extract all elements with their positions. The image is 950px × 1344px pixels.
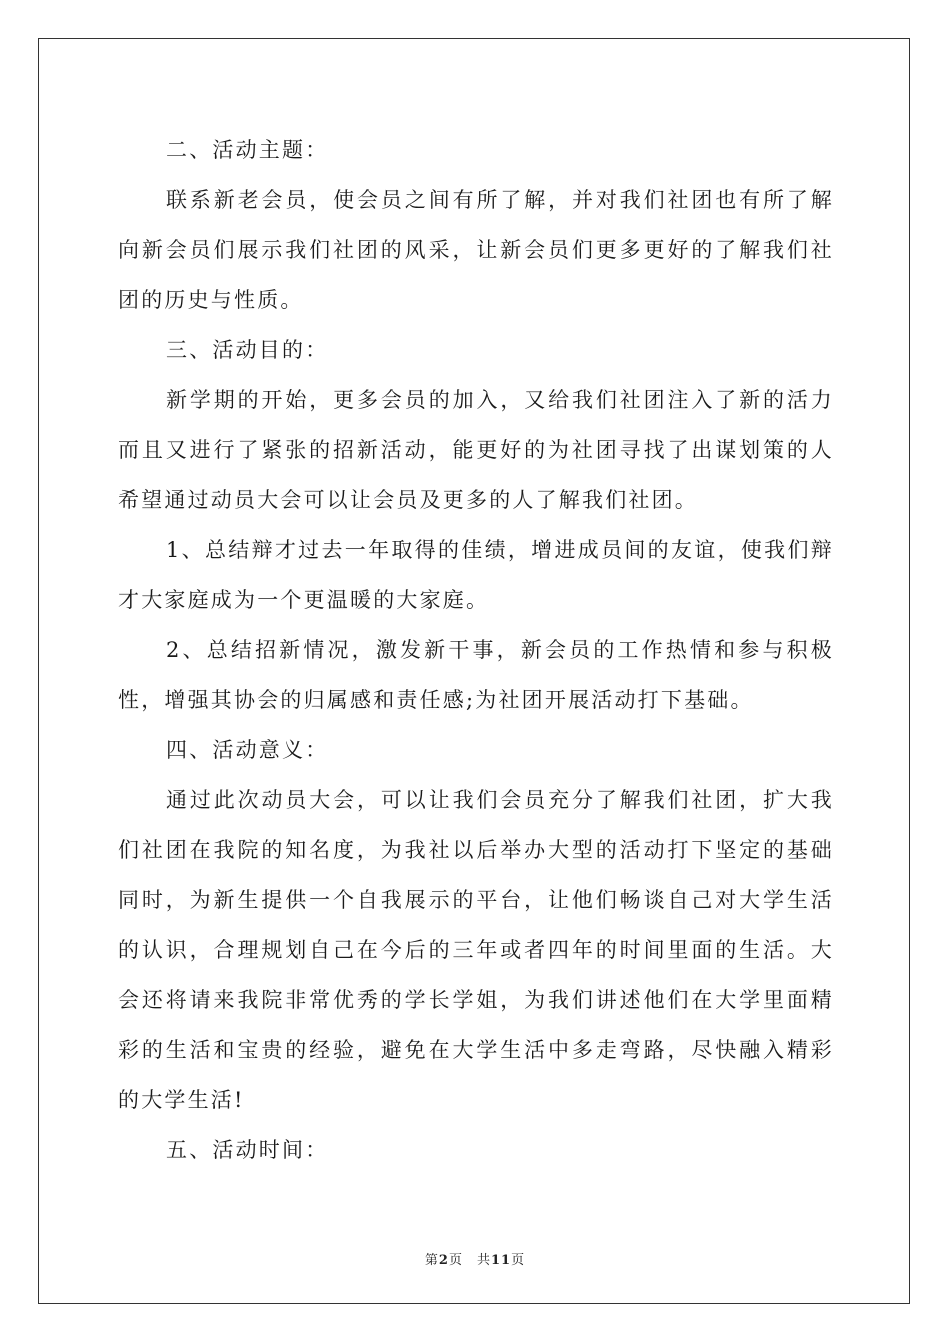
section-heading-purpose: 三、活动目的：: [166, 338, 329, 362]
paragraph-theme: 联系新老会员，使会员之间有所了解，并对我们社团也有所了解向新会员们展示我们社团的风采，让新会员们更多更好的了解我们社团的历史与性质。: [118, 188, 834, 312]
section-heading-time: 五、活动时间：: [166, 1138, 329, 1162]
paragraph-significance: 通过此次动员大会，可以让我们会员充分了解我们社团，扩大我们社团在我院的知名度，为我社以后举办大型的活动打下坚定的基础同时，为新生提供一个自我展示的平台，让他们畅谈自己对大学生活的认识，合理规划自己在今后的三年或者四年的时间里面的生活。大会还将请来我院非常优秀的学长学姐，为我们讲述他们在大学里面精彩的生活和宝贵的经验，避免在大学生活中多走弯路，尽快融入精彩的大学生活!: [118, 788, 834, 1112]
footer-total-pages: 11: [490, 1253, 512, 1268]
section-heading-theme: 二、活动主题：: [166, 138, 329, 162]
paragraph-purpose-item-2: 2、总结招新情况，激发新干事，新会员的工作热情和参与积极性，增强其协会的归属感和责任感;为社团开展活动打下基础。: [118, 638, 834, 712]
footer-prefix: 第: [424, 1253, 439, 1268]
page-footer: [0, 1249, 950, 1268]
paragraph-purpose-item-1: 1、总结辩才过去一年取得的佳绩，增进成员间的友谊，使我们辩才大家庭成为一个更温暖的大家庭。: [118, 538, 834, 612]
footer-suffix: 页: [511, 1253, 526, 1268]
section-heading-significance: 四、活动意义：: [166, 738, 329, 762]
paragraph-purpose: 新学期的开始，更多会员的加入，又给我们社团注入了新的活力而且又进行了紧张的招新活动，能更好的为社团寻找了出谋划策的人希望通过动员大会可以让会员及更多的人了解我们社团。: [118, 388, 834, 512]
footer-current-page: 2: [438, 1253, 449, 1268]
footer-mid: 页 共: [448, 1253, 491, 1268]
document-body: [118, 125, 834, 1175]
